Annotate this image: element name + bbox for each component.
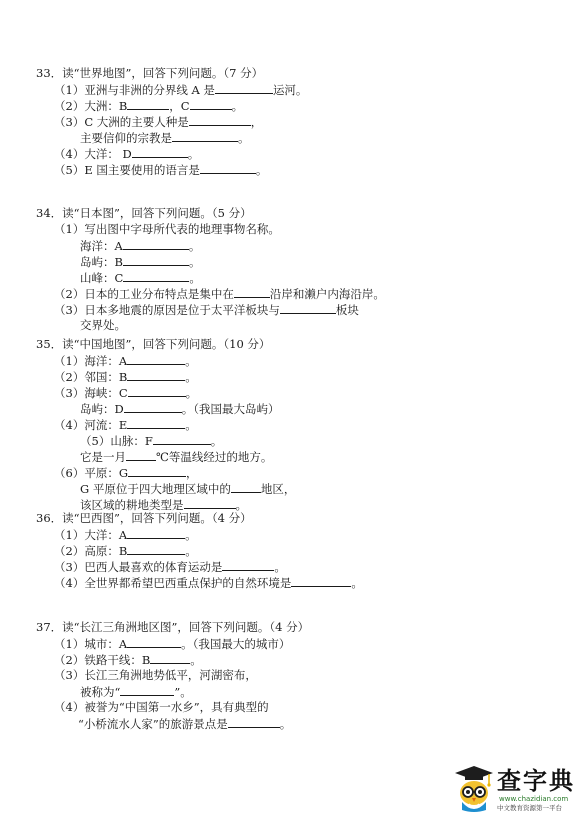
answer-blank[interactable] [120, 684, 174, 696]
question-35-item-3-island: 岛屿：D 。（我国最大岛屿） [80, 402, 280, 416]
question-33-item-5: （5）E 国主要使用的语言是 。 [54, 163, 268, 177]
answer-blank[interactable] [123, 254, 189, 266]
question-36-item-3: （3）巴西人最喜欢的体育运动是 。 [54, 560, 286, 574]
answer-blank[interactable] [234, 286, 270, 298]
question-33-title: 33．读“世界地图”，回答下列问题。（7 分） [36, 66, 264, 80]
answer-blank[interactable] [291, 575, 351, 587]
answer-blank[interactable] [128, 385, 186, 397]
question-35-item-5-cont: 它是一月 ℃等温线经过的地方。 [80, 450, 273, 464]
owl-scholar-icon [453, 764, 495, 814]
question-34-item-1: （1）写出图中字母所代表的地理事物名称。 [54, 222, 280, 236]
answer-blank[interactable] [127, 369, 185, 381]
answer-blank[interactable] [123, 270, 189, 282]
question-36-item-4: （4）全世界都希望巴西重点保护的自然环境是 。 [54, 576, 363, 590]
question-37-item-3-cont: 被称为“ ”。 [80, 685, 192, 699]
question-34-item-3-cont: 交界处。 [80, 318, 126, 332]
question-37-item-2: （2）铁路干线：B 。 [54, 653, 202, 667]
answer-blank[interactable] [231, 481, 261, 493]
question-35-item-6-region: G 平原位于四大地理区域中的 地区， [80, 482, 296, 496]
logo-slogan: 中文教育资源第一平台 [497, 804, 562, 812]
question-35-item-6: （6）平原：G ， [54, 466, 198, 480]
question-37-item-1: （1）城市：A 。（我国最大的城市） [54, 637, 291, 651]
question-34-item-2: （2）日本的工业分布特点是集中在 沿岸和濑户内海沿岸。 [54, 287, 385, 301]
answer-blank[interactable] [200, 162, 256, 174]
question-33-item-3-cont: 主要信仰的宗教是 。 [80, 131, 250, 145]
answer-blank[interactable] [222, 559, 274, 571]
question-37-title: 37．读“长江三角洲地区图”，回答下列问题。（4 分） [36, 620, 310, 634]
answer-blank[interactable] [127, 98, 169, 110]
answer-blank[interactable] [132, 146, 188, 158]
question-34-title: 34．读“日本图”，回答下列问题。（5 分） [36, 206, 252, 220]
answer-blank[interactable] [184, 497, 236, 509]
answer-blank[interactable] [190, 98, 232, 110]
question-35-title: 35．读“中国地图”，回答下列问题。（10 分） [36, 337, 271, 351]
question-36-item-2: （2）高原：B 。 [54, 544, 197, 558]
answer-blank[interactable] [189, 114, 251, 126]
question-35-item-1: （1）海洋：A 。 [54, 354, 197, 368]
answer-blank[interactable] [127, 543, 185, 555]
question-35-item-6-farmland: 该区域的耕地类型是 。 [80, 498, 247, 512]
answer-blank[interactable] [127, 527, 185, 539]
question-33-item-3: （3）C 大洲的主要人种是 ， [54, 115, 263, 129]
question-34-island: 岛屿：B 。 [80, 255, 201, 269]
question-33-item-4: （4）大洋： D 。 [54, 147, 200, 161]
question-37-item-4-cont: “小桥流水人家”的旅游景点是 。 [78, 717, 292, 731]
answer-blank[interactable] [123, 238, 189, 250]
question-34-ocean: 海洋：A 。 [80, 239, 201, 253]
answer-blank[interactable] [127, 636, 181, 648]
question-33-item-2: （2）大洲：B ，C 。 [54, 99, 244, 113]
answer-blank[interactable] [280, 302, 336, 314]
answer-blank[interactable] [172, 130, 238, 142]
logo-url: www.chazidian.com [499, 795, 569, 803]
question-35-item-2: （2）邻国：B 。 [54, 370, 197, 384]
logo-title: 查字典 [497, 767, 575, 795]
answer-blank[interactable] [128, 465, 186, 477]
site-logo[interactable] [453, 764, 575, 816]
answer-blank[interactable] [127, 417, 185, 429]
answer-blank[interactable] [228, 716, 280, 728]
answer-blank[interactable] [150, 652, 190, 664]
answer-blank[interactable] [153, 433, 211, 445]
question-37-item-3: （3）长江三角洲地势低平，河湖密布， [54, 668, 257, 682]
question-34-item-3: （3）日本多地震的原因是位于太平洋板块与 板块 [54, 303, 359, 317]
answer-blank[interactable] [126, 449, 156, 461]
question-35-item-3: （3）海峡：C 。 [54, 386, 198, 400]
answer-blank[interactable] [124, 401, 182, 413]
question-36-item-1: （1）大洋：A 。 [54, 528, 197, 542]
answer-blank[interactable] [127, 353, 185, 365]
question-37-item-4: （4）被誉为“中国第一水乡”，具有典型的 [54, 700, 269, 714]
question-35-item-4: （4）河流：E 。 [54, 418, 197, 432]
question-34-peak: 山峰：C 。 [80, 271, 201, 285]
question-33-item-1: （1）亚洲与非洲的分界线 A 是 运河。 [54, 83, 308, 97]
question-36-title: 36．读“巴西图”，回答下列问题。（4 分） [36, 511, 252, 525]
question-35-item-5: （5）山脉：F 。 [80, 434, 223, 448]
answer-blank[interactable] [215, 82, 273, 94]
